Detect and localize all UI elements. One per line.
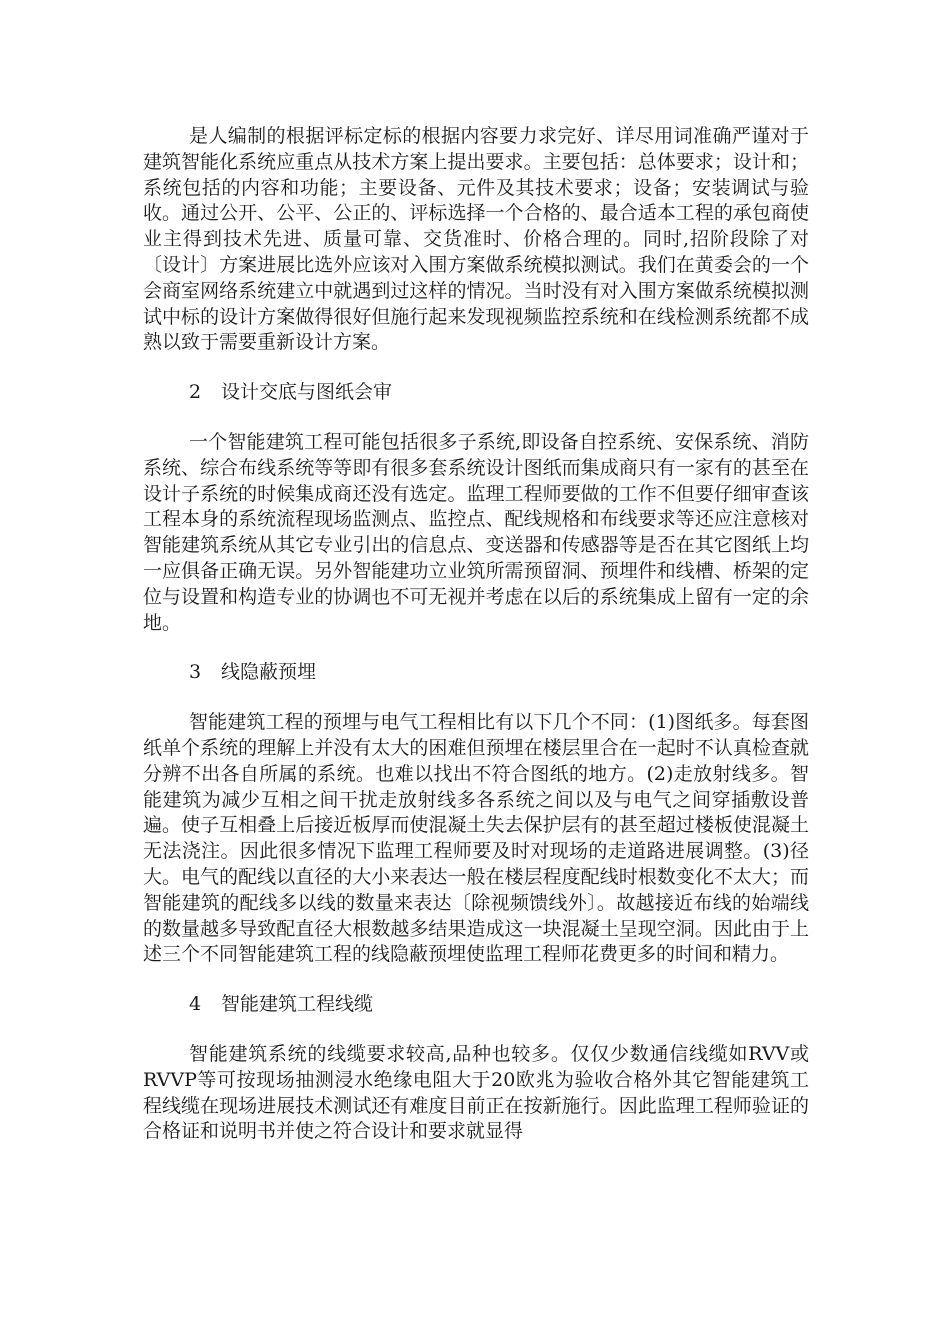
section-heading-2 <box>143 380 809 406</box>
section-number: 2 <box>189 381 202 404</box>
document-body <box>143 124 809 1145</box>
section-number: 4 <box>189 993 202 1016</box>
section-heading-3 <box>143 660 809 686</box>
paragraph-section-2: 一个智能建筑工程可能包括很多子系统,即设备自控系统、安保系统、消防系统、综合布线系统等等即有很多套系统设计图纸而集成商只有一家有的甚至在设计子系统的时候集成商还没有选定。监理工程师要做的工作不但要仔细审查该工程本身的系统流程现场监测点、监控点、配线规格和布线要求等还应注意核对智能建筑系统从其它专业引出的信息点、变送器和传感器等是否在其它图纸上均一应俱备正确无误。另外智能建功立业筑所需预留洞、预埋件和线槽、桥架的定位与设置和构造专业的协调也不可无视并考虑在以后的系统集成上留有一定的余地。 <box>143 430 809 634</box>
section-title: 智能建筑工程线缆 <box>221 993 374 1016</box>
paragraph-section-3: 智能建筑工程的预埋与电气工程相比有以下几个不同：(1)图纸多。每套图纸单个系统的理解上并没有太大的困难但预埋在楼层里合在一起时不认真检查就分辨不出各自所属的系统。也难以找出不符合图纸的地方。(2)走放射线多。智能建筑为减少互相之间干扰走放射线多各系统之间以及与电气之间穿插敷设普遍。使子互相叠上后接近板厚而使混凝土失去保护层有的甚至超过楼板使混凝土无法浇注。因此很多情况下监理工程师要及时对现场的走道路进展调整。(3)径大。电气的配线以直径的大小来表达一般在楼层程度配线时根数变化不太大；而智能建筑的配线多以线的数量来表达〔除视频馈线外〕。故越接近布线的始端线的数量越多导致配直径大根数越多结果造成这一块混凝土呈现空洞。因此由于上述三个不同智能建筑工程的线隐蔽预埋使监理工程师花费更多的时间和精力。 <box>143 711 809 966</box>
paragraph-section-4: 智能建筑系统的线缆要求较高,品种也较多。仅仅少数通信线缆如RVV或RVVP等可按现场抽测浸水绝缘电阻大于20欧兆为验收合格外其它智能建筑工程线缆在现场进展技术测试还有难度目前正在按新施行。因此监理工程师验证的合格证和说明书并使之符合设计和要求就显得 <box>143 1042 809 1143</box>
section-title: 线隐蔽预埋 <box>221 661 317 684</box>
section-number: 3 <box>189 661 202 684</box>
section-heading-4 <box>143 992 809 1018</box>
section-title: 设计交底与图纸会审 <box>221 381 393 404</box>
paragraph-intro: 是人编制的根据评标定标的根据内容要力求完好、详尽用词准确严谨对于建筑智能化系统应重点从技术方案上提出要求。主要包括：总体要求；设计和；系统包括的内容和功能；主要设备、元件及其技术要求；设备；安装调试与验收。通过公开、公平、公正的、评标选择一个合格的、最合适本工程的承包商使业主得到技术先进、质量可靠、交货准时、价格合理的。同时,招阶段除了对〔设计〕方案进展比选外应该对入围方案做系统模拟测试。我们在黄委会的一个会商室网络系统建立中就遇到过这样的情况。当时没有对入围方案做系统模拟测试中标的设计方案做得很好但施行起来发现视频监控系统和在线检测系统都不成熟以致于需要重新设计方案。 <box>143 125 809 354</box>
